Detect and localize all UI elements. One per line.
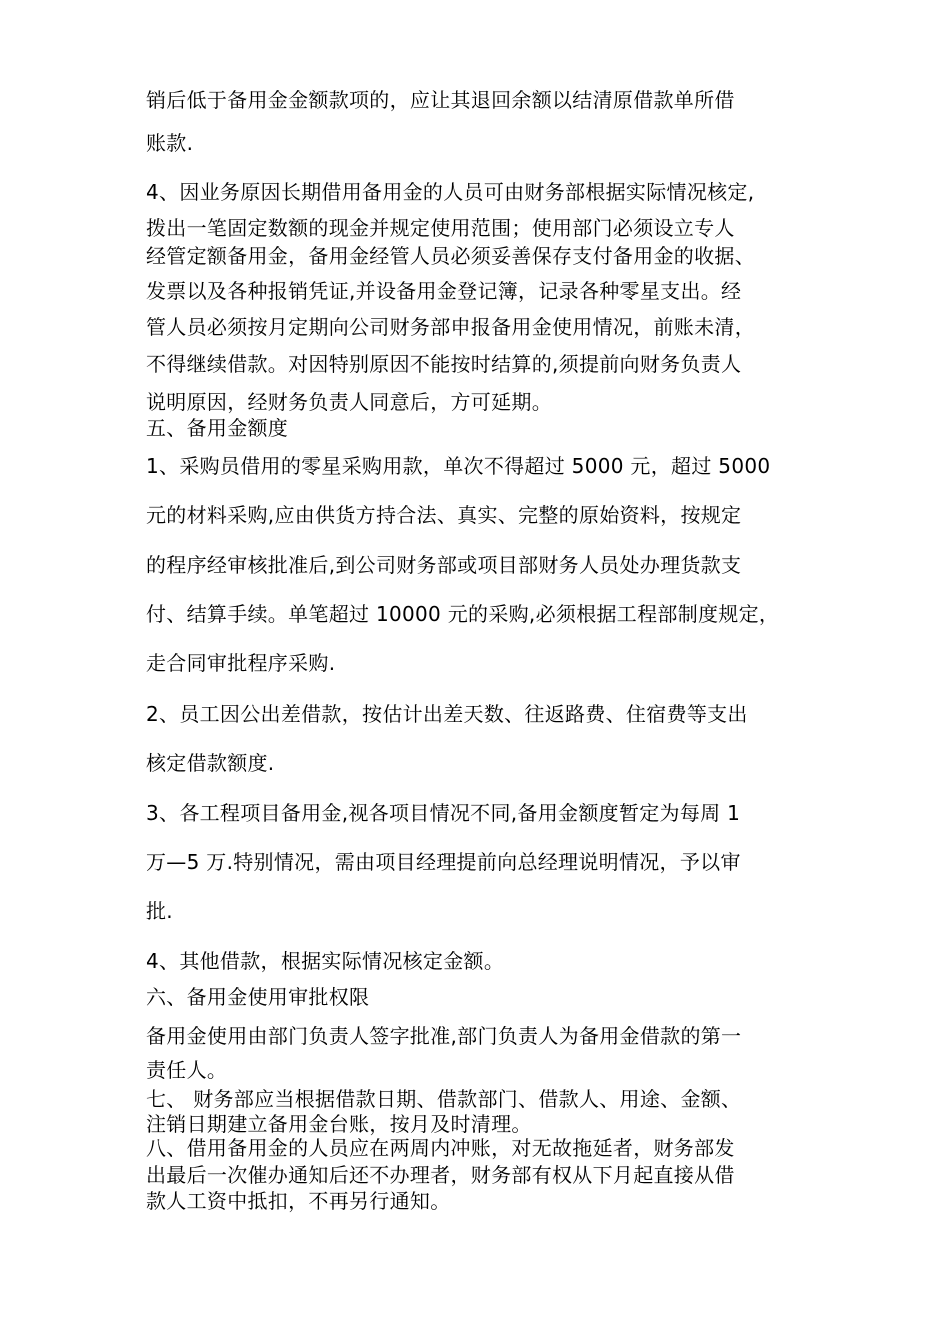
clause-4-line-2: 拨出一笔固定数额的现金并规定使用范围；使用部门必须设立专人	[146, 216, 735, 240]
item-5-1-line-3: 的程序经审核批准后,到公司财务部或项目部财务人员处办理货款支	[146, 553, 742, 577]
clause-4-line-5: 管人员必须按月定期向公司财务部申报备用金使用情况，前账未清，	[146, 315, 755, 339]
item-5-2-line-1: 2、员工因公出差借款，按估计出差天数、往返路费、住宿费等支出	[146, 702, 748, 726]
section-7-line-2: 注销日期建立备用金台账，按月及时清理。	[146, 1112, 532, 1136]
text-line-1: 销后低于备用金金额款项的，应让其退回余额以结清原借款单所借	[146, 88, 735, 112]
section-8-line-3: 款人工资中抵扣，不再另行通知。	[146, 1189, 451, 1213]
clause-4-line-4: 发票以及各种报销凭证,并设备用金登记簿，记录各种零星支出。经	[146, 279, 742, 303]
item-5-3-line-3: 批.	[146, 899, 173, 923]
clause-4-line-1: 4、因业务原因长期借用备用金的人员可由财务部根据实际情况核定,	[146, 180, 755, 204]
item-5-1-line-1: 1、采购员借用的零星采购用款，单次不得超过 5000 元，超过 5000	[146, 454, 771, 478]
section-8-line-1: 八、借用备用金的人员应在两周内冲账，对无故拖延者，财务部发	[146, 1136, 735, 1160]
section-7-line-1: 七、 财务部应当根据借款日期、借款部门、借款人、用途、金额、	[146, 1087, 742, 1111]
section-6-line-2: 责任人。	[146, 1058, 228, 1082]
clause-4-line-7: 说明原因，经财务负责人同意后，方可延期。	[146, 390, 552, 414]
item-5-4-line-1: 4、其他借款，根据实际情况核定金额。	[146, 949, 505, 973]
item-5-2-line-2: 核定借款额度.	[146, 751, 275, 775]
item-5-3-line-2: 万—5 万.特别情况，需由项目经理提前向总经理说明情况，予以审	[146, 850, 741, 874]
section-6-heading: 六、备用金使用审批权限	[146, 985, 370, 1009]
section-6-line-1: 备用金使用由部门负责人签字批准,部门负责人为备用金借款的第一	[146, 1024, 742, 1048]
item-5-1-line-4: 付、结算手续。单笔超过 10000 元的采购,必须根据工程部制度规定，	[146, 602, 780, 626]
clause-4-line-3: 经管定额备用金，备用金经管人员必须妥善保存支付备用金的收据、	[146, 244, 755, 268]
text-line-2: 账款.	[146, 131, 194, 155]
item-5-3-line-1: 3、各工程项目备用金,视各项目情况不同,备用金额度暂定为每周 1	[146, 801, 741, 825]
item-5-1-line-2: 元的材料采购,应由供货方持合法、真实、完整的原始资料，按规定	[146, 503, 742, 527]
item-5-1-line-5: 走合同审批程序采购.	[146, 651, 336, 675]
clause-4-line-6: 不得继续借款。对因特别原因不能按时结算的,须提前向财务负责人	[146, 352, 742, 376]
section-8-line-2: 出最后一次催办通知后还不办理者，财务部有权从下月起直接从借	[146, 1163, 735, 1187]
section-5-heading: 五、备用金额度	[146, 416, 289, 440]
